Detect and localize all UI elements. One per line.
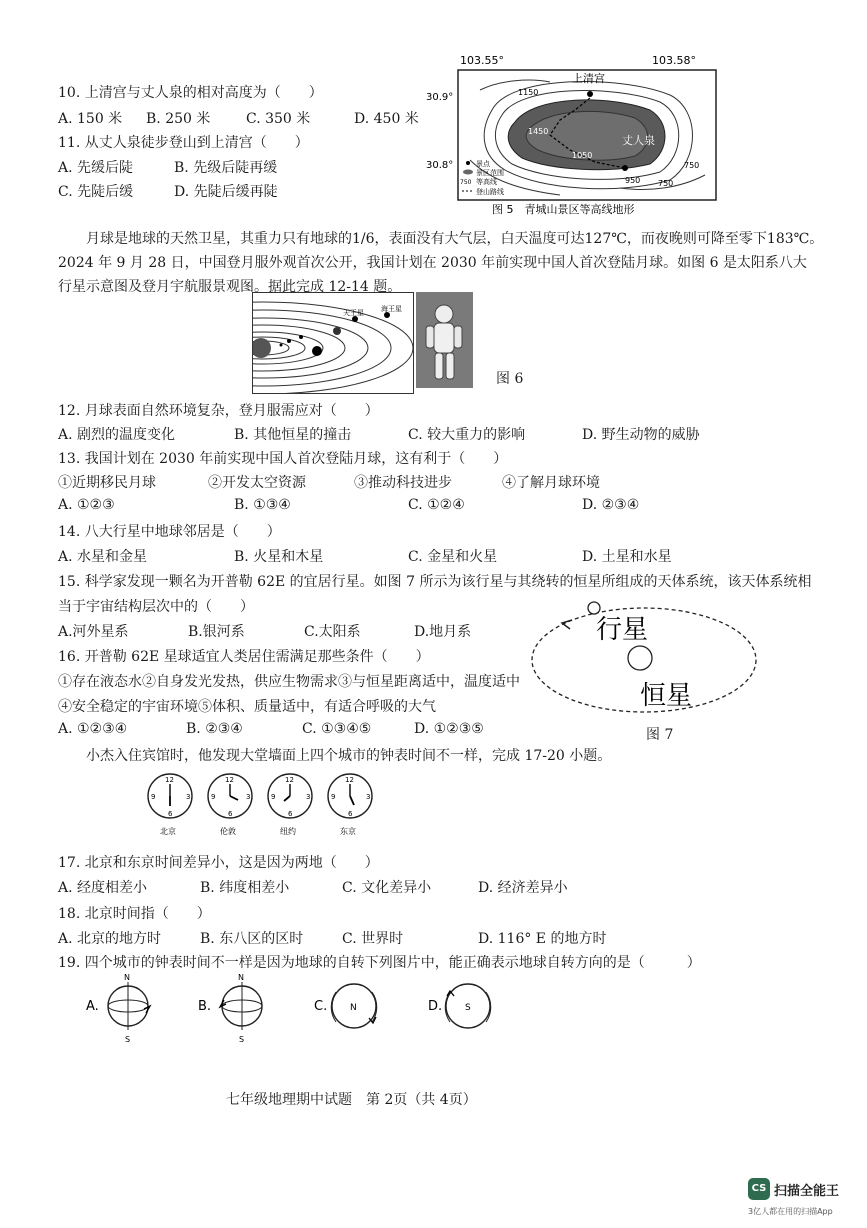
q13-option-d: D. ②③④ [582, 497, 640, 513]
fig5-contour-1050: 1050 [572, 151, 593, 160]
clock-beijing [148, 774, 192, 836]
q16-stem: 16. 开普勒 62E 星球适宜人类居住需满足那些条件（ ） [58, 649, 430, 665]
q13-statement-4: ④了解月球环境 [502, 475, 600, 491]
svg-text:景区范围: 景区范围 [476, 169, 504, 177]
q14-stem: 14. 八大行星中地球邻居是（ ） [58, 524, 281, 540]
q15-option-c: C.太阳系 [304, 624, 361, 640]
planet-circle [588, 602, 600, 614]
fig5-caption: 图 5 青城山景区等高线地形 [492, 203, 635, 216]
q17-option-a: A. 经度相差小 [58, 880, 148, 896]
svg-text:N: N [238, 974, 244, 982]
fig5-contour-750-b: 750 [684, 161, 700, 170]
figure-6-solar-system [252, 292, 414, 394]
fig7-caption: 图 7 [646, 727, 674, 743]
svg-text:6: 6 [228, 810, 233, 818]
fig5-lat-top: 30.9° [426, 92, 454, 103]
q15-line-2: 当于宇宙结构层次中的（ ） [58, 599, 254, 615]
q17-option-b: B. 纬度相差小 [200, 880, 290, 896]
q12-option-d: D. 野生动物的威胁 [582, 427, 700, 443]
q15-line-1: 15. 科学家发现一颗名为开普勒 62E 的宜居行星。如图 7 所示为该行星与其绕转的恒星所组成的天体系统，该天体系统相 [58, 574, 812, 590]
svg-text:12: 12 [225, 776, 234, 784]
fig5-label-shangqinggong: 上清宫 [572, 72, 605, 85]
q13-option-b: B. ①③④ [234, 497, 291, 513]
fig7-planet-label: 行星 [596, 615, 649, 645]
svg-text:A.: A. [86, 999, 99, 1014]
fig6-caption: 图 6 [496, 371, 524, 387]
svg-text:3: 3 [246, 793, 251, 801]
q13-statement-2: ②开发太空资源 [208, 475, 306, 491]
rotation-option-b [198, 974, 262, 1044]
q13-statement-3: ③推动科技进步 [354, 475, 452, 491]
q18-option-b: B. 东八区的区时 [200, 931, 304, 947]
figure-four-city-clocks [140, 768, 390, 840]
q11-option-d: D. 先陡后缓再陡 [174, 184, 278, 200]
q12-option-c: C. 较大重力的影响 [408, 427, 526, 443]
q16-option-c: C. ①③④⑤ [302, 721, 372, 737]
q17-option-c: C. 文化差异小 [342, 880, 432, 896]
moon-intro-line-1: 月球是地球的天然卫星，其重力只有地球的1/6，表面没有大气层，白天温度可达127℃，而夜晚则可降至零下183℃。 [86, 231, 824, 247]
rotation-option-d [428, 984, 491, 1028]
q18-option-d: D. 116° E 的地方时 [478, 931, 607, 947]
q16-statement-line-2: ④安全稳定的宇宙环境⑤体积、质量适中，有适合呼吸的大气 [58, 699, 436, 715]
q16-option-b: B. ②③④ [186, 721, 243, 737]
clock-label-tokyo: 东京 [340, 827, 356, 836]
svg-text:9: 9 [211, 793, 216, 801]
fig7-star-label: 恒星 [640, 681, 693, 711]
clock-label-newyork: 纽约 [280, 827, 296, 836]
svg-text:9: 9 [331, 793, 336, 801]
fig5-lon-right: 103.58° [652, 54, 696, 67]
q16-option-d: D. ①②③⑤ [414, 721, 484, 737]
q16-option-a: A. ①②③④ [58, 721, 128, 737]
q12-option-b: B. 其他恒星的撞击 [234, 427, 352, 443]
svg-text:C.: C. [314, 999, 328, 1014]
q19-stem: 19. 四个城市的钟表时间不一样是因为地球的自转下列图片中，能正确表示地球自转方向的是（ ） [58, 955, 701, 971]
q12-option-a: A. 剧烈的温度变化 [58, 427, 176, 443]
q13-statement-1: ①近期移民月球 [58, 475, 156, 491]
svg-text:D.: D. [428, 999, 443, 1014]
svg-text:9: 9 [271, 793, 276, 801]
q11-option-a: A. 先缓后陡 [58, 160, 134, 176]
svg-text:S: S [239, 1035, 245, 1044]
fig5-contour-950: 950 [625, 176, 641, 185]
q17-stem: 17. 北京和东京时间差异小，这是因为两地（ ） [58, 855, 379, 871]
figure-6-spacesuit-photo [416, 292, 473, 388]
fig5-contour-1150: 1150 [518, 88, 539, 97]
svg-text:750: 750 [460, 179, 472, 186]
q18-option-c: C. 世界时 [342, 931, 404, 947]
clock-tokyo [328, 774, 372, 836]
q16-statement-line-1: ①存在液态水②自身发光发热，供应生物需求③与恒星距离适中，温度适中 [58, 674, 520, 690]
q11-stem: 11. 从丈人泉徒步登山到上清宫（ ） [58, 135, 309, 151]
q11-option-c: C. 先陡后缓 [58, 184, 134, 200]
svg-text:景点: 景点 [476, 160, 490, 168]
q14-option-d: D. 土星和水星 [582, 549, 672, 565]
q17-option-d: D. 经济差异小 [478, 880, 568, 896]
camscanner-name: 扫描全能王 [774, 1184, 840, 1199]
svg-text:12: 12 [165, 776, 174, 784]
q10-option-a: A. 150 米 [58, 111, 123, 127]
rotation-option-c [314, 984, 377, 1028]
fig5-contour-1450: 1450 [528, 127, 549, 136]
svg-text:N: N [350, 1003, 357, 1013]
svg-text:等高线: 等高线 [476, 178, 497, 186]
svg-text:3: 3 [306, 793, 311, 801]
shangqinggong-marker [587, 91, 593, 97]
fig5-lon-left: 103.55° [460, 54, 504, 67]
svg-text:12: 12 [285, 776, 294, 784]
svg-text:6: 6 [348, 810, 353, 818]
figure-rotation-options [86, 974, 516, 1054]
svg-text:B.: B. [198, 999, 212, 1014]
moon-intro-line-3: 行星示意图及登月宇航服景观图。据此完成 12-14 题。 [58, 279, 402, 295]
q13-option-a: A. ①②③ [58, 497, 115, 513]
svg-text:登山路线: 登山路线 [476, 188, 504, 196]
svg-text:3: 3 [366, 793, 371, 801]
fig5-label-zhangrenquan: 丈人泉 [622, 134, 655, 147]
svg-text:海王星: 海王星 [381, 305, 402, 313]
page-footer: 七年级地理期中试题 第 2页（共 4页） [226, 1092, 477, 1108]
svg-text:S: S [465, 1003, 471, 1013]
fig5-contour-750-a: 750 [658, 179, 674, 188]
q18-stem: 18. 北京时间指（ ） [58, 906, 211, 922]
q15-option-b: B.银河系 [188, 624, 245, 640]
svg-text:3: 3 [186, 793, 191, 801]
q13-option-c: C. ①②④ [408, 497, 465, 513]
q14-option-c: C. 金星和火星 [408, 549, 498, 565]
q14-option-b: B. 火星和木星 [234, 549, 324, 565]
q10-option-d: D. 450 米 [354, 111, 419, 127]
star-circle [628, 646, 652, 670]
clock-label-beijing: 北京 [160, 827, 176, 836]
svg-text:天王星: 天王星 [343, 309, 364, 317]
clock-newyork [268, 774, 312, 836]
zhangrenquan-marker [622, 165, 628, 171]
rotation-option-a [86, 974, 150, 1044]
fig5-lat-bottom: 30.8° [426, 160, 454, 171]
q10-stem: 10. 上清宫与丈人泉的相对高度为（ ） [58, 85, 323, 101]
clock-london [208, 774, 252, 836]
q10-option-c: C. 350 米 [246, 111, 311, 127]
q15-option-d: D.地月系 [414, 624, 472, 640]
svg-text:N: N [124, 974, 130, 982]
moon-intro-line-2: 2024 年 9 月 28 日，中国登月服外观首次公开，我国计划在 2030 年前实现中国人首次登陆月球。如图 6 是太阳系八大 [58, 255, 807, 271]
figure-5-contour-map [420, 50, 730, 220]
svg-text:S: S [125, 1035, 131, 1044]
camscanner-logo: CS [748, 1178, 770, 1200]
q10-option-b: B. 250 米 [146, 111, 211, 127]
scanner-watermark [748, 1178, 858, 1222]
svg-text:6: 6 [168, 810, 173, 818]
q11-option-b: B. 先级后陡再缓 [174, 160, 278, 176]
clock-label-london: 伦敦 [220, 827, 236, 836]
svg-text:6: 6 [288, 810, 293, 818]
camscanner-tagline: 3亿人都在用的扫描App [748, 1207, 833, 1216]
q12-stem: 12. 月球表面自然环境复杂，登月服需应对（ ） [58, 403, 379, 419]
clock-intro: 小杰入住宾馆时，他发现大堂墙面上四个城市的钟表时间不一样，完成 17-20 小题。 [86, 748, 612, 764]
svg-text:9: 9 [151, 793, 156, 801]
svg-text:12: 12 [345, 776, 354, 784]
q13-stem: 13. 我国计划在 2030 年前实现中国人首次登陆月球，这有利于（ ） [58, 451, 508, 467]
q18-option-a: A. 北京的地方时 [58, 931, 162, 947]
q14-option-a: A. 水星和金星 [58, 549, 148, 565]
q15-option-a: A.河外星系 [58, 624, 129, 640]
